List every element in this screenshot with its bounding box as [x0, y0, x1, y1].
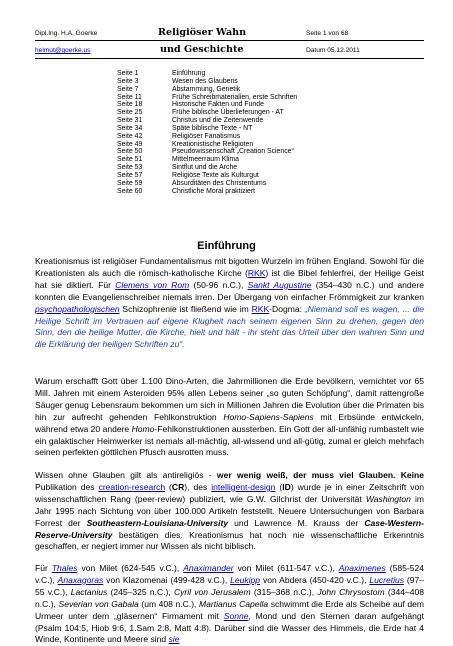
toc-row	[117, 172, 297, 180]
toc-row	[117, 109, 297, 117]
anaximander-link[interactable]: Anaximander	[183, 563, 234, 573]
toc-row	[117, 125, 297, 133]
toc-row	[117, 86, 297, 94]
toc-row	[117, 188, 297, 196]
toc-row	[117, 70, 297, 78]
toc-entry-title: Kreationistische Religioten	[172, 140, 254, 148]
toc-entry-title: Abstammung, Genetik	[172, 85, 241, 93]
page-info: Seite 1 von 68	[306, 30, 349, 37]
anaximenes-link[interactable]: Anaximenes	[338, 563, 386, 573]
toc-row	[117, 94, 297, 102]
sie-link[interactable]: sie	[168, 634, 180, 645]
toc-page-number: Seite 57	[117, 171, 143, 179]
toc-entry-title: Absurditäten des Christentums	[172, 179, 267, 187]
toc-entry-title: Historische Fakten und Funde	[172, 101, 264, 109]
header-rule-top	[35, 40, 424, 41]
toc-page-number: Seite 31	[117, 117, 143, 125]
anaxagoras-link[interactable]: Anaxagoras	[57, 574, 104, 585]
toc-page-number: Seite 7	[117, 85, 139, 93]
toc-page-number: Seite 60	[117, 187, 143, 195]
toc-entry-title: Religiöse Texte als Kulturgut	[172, 171, 259, 179]
toc-row	[117, 78, 297, 86]
author-name: Dipl.Ing. H.A. Goerke	[35, 30, 98, 37]
toc-entry-title: Frühe biblische Überlieferungen - AT	[172, 109, 284, 117]
toc-row	[117, 141, 297, 149]
toc-page-number: Seite 34	[117, 124, 143, 132]
toc-page-number: Seite 51	[117, 156, 143, 164]
toc-row	[117, 156, 297, 164]
document-date: Datum 05.12.2011	[306, 47, 360, 54]
document-title: Religiöser Wahn	[158, 27, 247, 38]
toc-entry-title: Sintflut und die Arche	[172, 164, 238, 172]
creation-research-link[interactable]: creation-research	[98, 481, 166, 492]
toc-page-number: Seite 1	[117, 70, 139, 77]
rkk-link[interactable]: RKK	[247, 267, 266, 278]
table-of-contents	[117, 70, 297, 196]
thales-link[interactable]: Thales	[51, 563, 78, 573]
toc-page-number: Seite 3	[117, 77, 139, 85]
toc-row	[117, 148, 297, 156]
toc-entry-title: Religiöser Fanatismus	[172, 132, 241, 140]
toc-page-number: Seite 49	[117, 140, 143, 148]
psychopathological-link[interactable]: psychopathologischen	[35, 303, 120, 314]
toc-page-number: Seite 25	[117, 109, 143, 117]
toc-page-number: Seite 11	[117, 93, 142, 101]
toc-row	[117, 133, 297, 141]
header-rule-bottom	[35, 58, 424, 59]
paragraph-philosophers: Für Thales von Milet (624-545 v.C.), Anaximander von Milet (611-547 v.C.), Anaximenes (585-524 v.C.), Anaxagoras von Klazomenai (499-428 v.C.), Leukipp von Abdera (450-420 v.C.), Lucretius (97–55 v.C.), Lactanius (245–325 n.C.), Cyril von Jerusalem (315–368 n.C.), John Chrysostom (344–408 n.C.), Severian von Gabala (um 408 n.C.), Martianus Capella schwimmt die Erde als Scheibe auf dem Urmeer unter dem „gläsernen“ Firmament mit Sonne, Mond und den Sternen daran aufgehängt (Psalm 104:5, Hiob 9:6, 1.Sam 2:8, Matt 4:8). Darüber sind die Wasser des Himmels, die Erde hat 4 Winde, Kontinente und Meere sind sie	[35, 563, 425, 645]
sonne-link[interactable]: Sonne	[223, 610, 249, 621]
augustine-link[interactable]: Sankt Augustine	[247, 279, 312, 290]
toc-page-number: Seite 59	[117, 179, 143, 187]
toc-row	[117, 164, 297, 172]
lucretius-link[interactable]: Lucretius	[369, 574, 405, 585]
toc-entry-title: Christliche Moral praktiziert	[172, 187, 256, 195]
toc-row	[117, 180, 297, 188]
toc-page-number: Seite 53	[117, 164, 143, 172]
toc-entry-title: Wesen des Glaubens	[172, 77, 238, 85]
section-heading: Einführung	[197, 240, 256, 252]
dogma-quote: „Niemand soll es wagen, ... die Heilige Schrift im Vertrauen auf eigene Klugheit nach seinem eigenen Sinn zu drehen, gegen den Sinn, den die heilige Mutter, die Kirche, hielt und hält - ihr steht das Urteil über den wahren Sinn und die Erklärung der heiligen Schriften zu“.	[35, 303, 424, 350]
toc-entry-title: Einführung	[172, 70, 206, 77]
author-email-link[interactable]: helmut@goerke.us	[35, 47, 91, 54]
toc-entry-title: Frühe Schreibmaterialien, erste Schriften	[172, 93, 298, 101]
toc-page-number: Seite 42	[117, 132, 143, 140]
paragraph-intro: Kreationismus ist religiöser Fundamentalismus mit bigotten Wurzeln im frühen England. Sowohl für die Kreationisten als auch die römisch-katholische Kirche (RKK) ist die Bibel fehlerfrei, der Heilige Geist hat sie diktiert. Für Clemens von Rom (50-96 n.C.), Sankt Augustine (354–430 n.C.) und andere konnten die Evangelienschreiber niemals irren. Der Übergang von einfacher Frömmigkeit zur kranken psychopathologischen Schizophrenie ist fließend wie im RKK-Dogma: „Niemand soll es wagen, ... die Heilige Schrift im Vertrauen auf eigene Klugheit nach seinem eigenen Sinn zu drehen, gegen den Sinn, den die heilige Mutter, die Kirche, hielt und hält - ihr steht das Urteil über den wahren Sinn und die Erklärung der heiligen Schriften zu“.	[35, 256, 424, 350]
rkk-dogma-link[interactable]: RKK	[251, 303, 270, 314]
leukipp-link[interactable]: Leukipp	[230, 574, 261, 585]
toc-entry-title: Mittelmeerraum Klima	[172, 156, 240, 164]
toc-page-number: Seite 18	[117, 101, 143, 109]
toc-entry-title: Pseudowissenschaft „Creation Science“	[172, 148, 294, 156]
toc-row	[117, 117, 297, 125]
paragraph-dinos: Warum erschafft Gott über 1.100 Dino-Arten, die Jahrmillionen die Erde bevölkern, vernichtet vor 65 Mill. Jahren mit einem Asteroiden 95% allen Lebens seiner „so guten Schöpfung“, damit rattengroße Säuger genug Lebensraum bekommen um sich in Millionen Jahren die Evolution über die Primaten bis hin zur aufrecht gehenden Fehlkonstruktion Homo-Sapiens-Sapiens mit Erbsünde entwickeln, während etwa 20 andere Homo-Fehlkonstruktionen aussterben. Ein Gott der all-unfähig rumbastelt wie ein galaktischer Heimwerker ist nemals all-mächtig, all-wissend und all-gütig, zumal er gleich mehrfach seinen perfekten göttlichen Pfusch ausrotten muss.	[35, 376, 424, 458]
clemens-link[interactable]: Clemens von Rom	[115, 279, 190, 290]
intelligent-design-link[interactable]: intelligent-design	[211, 481, 276, 492]
toc-entry-title: Christus und die Zeitenwende	[172, 117, 264, 125]
document-subtitle: und Geschichte	[160, 44, 244, 55]
toc-page-number: Seite 50	[117, 148, 143, 156]
paragraph-knowledge: Wissen ohne Glauben gilt als antireligiös - wer wenig weiß, der muss viel Glauben. Keine Publikation des creation-research (CR), des intelligent-design (ID) wurde je in einer Zeitschrift von wissenschaftlichen Rang (peer-review) publiziert, wie G.W. Gilchrist der Universität Washington im Jahr 1995 nach Sichtung von über 100.000 Artikeln feststellt. Neuere Untersuchungen von Barbara Forrest der Southeastern-Louisiana-University und Lawrence M. Krauss der Case-Western-Reserve-University bestätigen dies. Kreationismus hat noch nie wissenschaftliche Erkenntnis geschaffen, er negiert immer nur Wissen als nicht biblisch.	[35, 470, 425, 552]
toc-entry-title: Späte biblische Texte - NT	[172, 124, 253, 132]
